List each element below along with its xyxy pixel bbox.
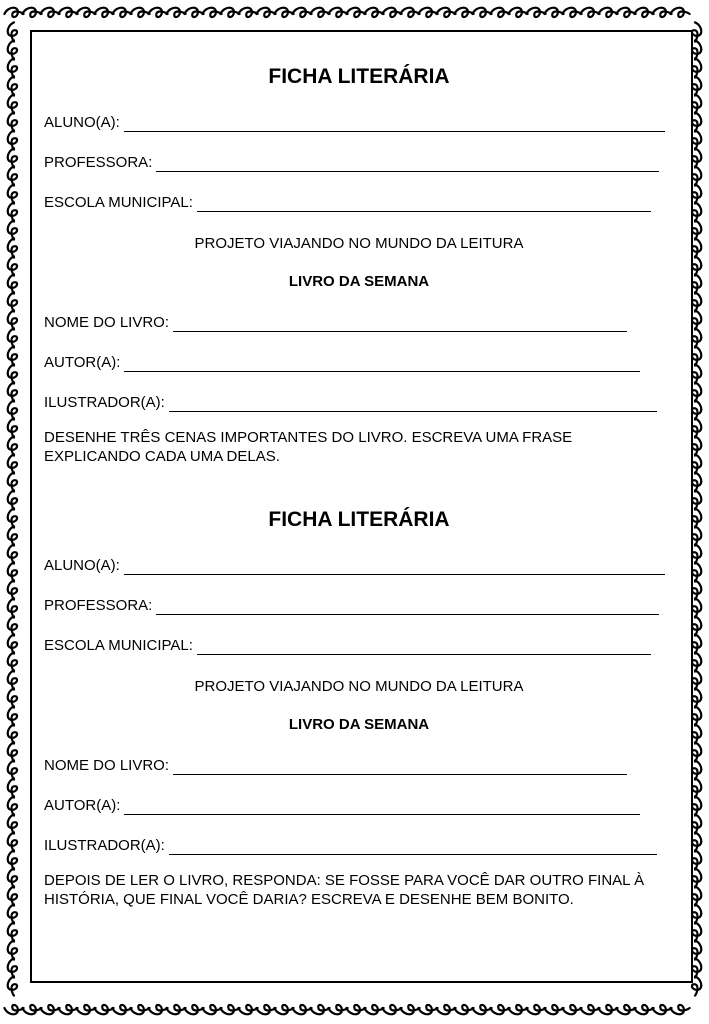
swirl-loop-vertical [8,238,17,257]
section-heading: LIVRO DA SEMANA [288,716,430,733]
swirl-loop [364,1005,383,1014]
swirl-loop [130,8,149,17]
swirl-loop-vertical [692,526,701,545]
swirl-loop-vertical [8,490,17,509]
swirl-loop-vertical [692,400,701,419]
student-blank-line[interactable] [124,559,665,575]
project-name: PROJETO VIAJANDO NO MUNDO DA LEITURA [194,235,524,252]
swirl-loop-vertical [692,94,701,113]
swirl-loop-vertical [692,292,701,311]
swirl-loop-vertical [8,22,17,41]
swirl-loop-vertical [8,796,17,815]
swirl-loop-vertical [8,274,17,293]
swirl-loop [130,1005,149,1014]
teacher-blank-line[interactable] [156,599,659,615]
section-heading: LIVRO DA SEMANA [288,273,430,290]
swirl-loop-vertical [8,616,17,635]
book-name-field [44,755,680,775]
swirl-loop-vertical [692,544,701,563]
swirl-loop-vertical [692,22,701,41]
swirl-loop [4,1005,23,1014]
swirl-loop [670,8,689,17]
swirl-loop [40,1005,59,1014]
swirl-loop [490,1005,509,1014]
swirl-loop-vertical [692,454,701,473]
swirl-loop-vertical [692,184,701,203]
swirl-loop-vertical [8,670,17,689]
teacher-label: PROFESSORA: [44,154,153,171]
swirl-loop [400,1005,419,1014]
swirl-loop [400,8,419,17]
swirl-loop [364,8,383,17]
swirl-loop-vertical [8,544,17,563]
illustrator-blank-line[interactable] [169,839,657,855]
swirl-loop [94,1005,113,1014]
swirl-loop-vertical [692,922,701,941]
swirl-loop [112,1005,131,1014]
swirl-loop-vertical [8,292,17,311]
swirl-loop [112,8,131,17]
book-name-blank-line[interactable] [173,316,627,332]
swirl-loop [184,8,203,17]
swirl-loop-vertical [8,130,17,149]
swirl-loop-vertical [8,220,17,239]
swirl-loop-vertical [692,40,701,59]
teacher-blank-line[interactable] [156,156,659,172]
school-label: ESCOLA MUNICIPAL: [44,194,193,211]
swirl-loop-vertical [8,850,17,869]
author-blank-line[interactable] [124,799,640,815]
swirl-loop [616,8,635,17]
swirl-loop-vertical [692,796,701,815]
swirl-loop [418,8,437,17]
swirl-loop-vertical [8,310,17,329]
swirl-loop [166,1005,185,1014]
swirl-loop [652,8,671,17]
swirl-loop-vertical [8,364,17,383]
swirl-loop [670,1005,689,1014]
swirl-loop-vertical [692,256,701,275]
swirl-loop-vertical [692,364,701,383]
swirl-loop-vertical [692,310,701,329]
swirl-loop-vertical [692,706,701,725]
swirl-loop-vertical [692,346,701,365]
swirl-loop-vertical [8,706,17,725]
school-field [44,635,680,655]
swirl-loop [346,8,365,17]
author-blank-line[interactable] [124,356,640,372]
book-name-label: NOME DO LIVRO: [44,314,170,331]
book-name-blank-line[interactable] [173,759,627,775]
swirl-loop [292,8,311,17]
swirl-loop-vertical [8,454,17,473]
swirl-loop [76,8,95,17]
swirl-loop [580,8,599,17]
swirl-loop-vertical [692,490,701,509]
swirl-loop [436,1005,455,1014]
swirl-loop-vertical [692,886,701,905]
swirl-loop [598,8,617,17]
swirl-loop [454,8,473,17]
author-label: AUTOR(A): [44,797,121,814]
author-label: AUTOR(A): [44,354,121,371]
swirl-loop-vertical [8,760,17,779]
swirl-loop [328,8,347,17]
swirl-loop-vertical [8,400,17,419]
swirl-loop-vertical [692,274,701,293]
swirl-loop-vertical [8,76,17,95]
student-field [44,112,680,132]
swirl-loop-vertical [692,58,701,77]
swirl-loop-vertical [692,220,701,239]
swirl-loop-vertical [8,472,17,491]
swirl-loop-vertical [692,634,701,653]
literary-form-2 [44,505,680,909]
swirl-loop-vertical [8,868,17,887]
swirl-loop-vertical [692,148,701,167]
swirl-loop-vertical [8,652,17,671]
project-name: PROJETO VIAJANDO NO MUNDO DA LEITURA [194,678,524,695]
swirl-loop-vertical [8,688,17,707]
swirl-loop-vertical [8,562,17,581]
swirl-loop-vertical [692,508,701,527]
swirl-loop-vertical [8,40,17,59]
swirl-loop [148,1005,167,1014]
student-label: ALUNO(A): [44,114,120,131]
swirl-loop [274,8,293,17]
swirl-loop-vertical [692,328,701,347]
illustrator-label: ILUSTRADOR(A): [44,394,165,411]
school-label: ESCOLA MUNICIPAL: [44,637,193,654]
swirl-loop [562,8,581,17]
swirl-loop-vertical [8,184,17,203]
swirl-loop-vertical [692,382,701,401]
swirl-loop-vertical [692,832,701,851]
swirl-loop [310,1005,329,1014]
swirl-loop-vertical [8,508,17,527]
swirl-loop-vertical [8,112,17,131]
swirl-loop [220,1005,239,1014]
swirl-loop [454,1005,473,1014]
swirl-loop [598,1005,617,1014]
swirl-loop-vertical [692,868,701,887]
swirl-loop [472,1005,491,1014]
swirl-loop-vertical [8,958,17,977]
swirl-loop [346,1005,365,1014]
swirl-loop-vertical [8,922,17,941]
swirl-loop-vertical [8,148,17,167]
swirl-loop [274,1005,293,1014]
author-field [44,795,680,815]
teacher-field [44,152,680,172]
swirl-loop-vertical [8,58,17,77]
swirl-loop-vertical [8,328,17,347]
swirl-loop-vertical [692,904,701,923]
swirl-loop [238,1005,257,1014]
swirl-loop [310,8,329,17]
swirl-loop [238,8,257,17]
swirl-loop-vertical [692,418,701,437]
school-blank-line[interactable] [197,639,651,655]
swirl-loop-vertical [692,238,701,257]
swirl-loop [436,8,455,17]
form-title: FICHA LITERÁRIA [268,65,450,88]
swirl-loop-vertical [692,724,701,743]
author-field [44,352,680,372]
swirl-loop-vertical [692,652,701,671]
swirl-loop-vertical [8,832,17,851]
swirl-loop-vertical [8,166,17,185]
swirl-loop-vertical [692,130,701,149]
swirl-loop [22,1005,41,1014]
swirl-loop-vertical [8,904,17,923]
swirl-loop [418,1005,437,1014]
swirl-loop [292,1005,311,1014]
swirl-loop [4,8,23,17]
teacher-label: PROFESSORA: [44,597,153,614]
swirl-loop [544,1005,563,1014]
illustrator-blank-line[interactable] [169,396,657,412]
swirl-loop-vertical [692,112,701,131]
swirl-loop-vertical [8,94,17,113]
swirl-loop-vertical [692,814,701,833]
swirl-loop-vertical [692,670,701,689]
swirl-loop [256,8,275,17]
swirl-loop-vertical [8,778,17,797]
swirl-loop [184,1005,203,1014]
swirl-loop-vertical [8,256,17,275]
swirl-loop-vertical [8,814,17,833]
swirl-loop [634,1005,653,1014]
swirl-loop-vertical [692,436,701,455]
swirl-loop [94,8,113,17]
swirl-loop [256,1005,275,1014]
swirl-loop-vertical [692,958,701,977]
swirl-loop-vertical [8,742,17,761]
swirl-loop-vertical [8,598,17,617]
swirl-loop [490,8,509,17]
swirl-loop-vertical [8,580,17,599]
swirl-loop-vertical [8,724,17,743]
swirl-loop-vertical [692,760,701,779]
swirl-loop-vertical [8,202,17,221]
form-title: FICHA LITERÁRIA [268,508,450,531]
swirl-loop-vertical [692,562,701,581]
book-name-label: NOME DO LIVRO: [44,757,170,774]
swirl-loop-vertical [8,634,17,653]
instruction-text: DESENHE TRÊS CENAS IMPORTANTES DO LIVRO. ESCREVA UMA FRASE EXPLICANDO CADA UMA DELAS. [44,429,573,465]
swirl-loop [328,1005,347,1014]
illustrator-label: ILUSTRADOR(A): [44,837,165,854]
swirl-loop [544,8,563,17]
swirl-loop-vertical [8,346,17,365]
swirl-loop-vertical [8,526,17,545]
swirl-loop-vertical [692,688,701,707]
teacher-field [44,595,680,615]
student-label: ALUNO(A): [44,557,120,574]
student-field [44,555,680,575]
swirl-loop [580,1005,599,1014]
illustrator-field [44,392,680,412]
swirl-loop-vertical [8,436,17,455]
student-blank-line[interactable] [124,116,665,132]
instruction-text: DEPOIS DE LER O LIVRO, RESPONDA: SE FOSSE PARA VOCÊ DAR OUTRO FINAL À HISTÓRIA, QUE FINAL VOCÊ DARIA? ESCREVA E DESENHE BEM BONITO. [44,872,645,908]
swirl-loop-vertical [8,418,17,437]
swirl-loop [202,1005,221,1014]
swirl-loop [22,8,41,17]
swirl-loop [76,1005,95,1014]
swirl-loop [382,1005,401,1014]
swirl-loop-vertical [692,580,701,599]
swirl-loop [166,8,185,17]
swirl-loop [526,1005,545,1014]
swirl-loop-vertical [692,166,701,185]
literary-form-1 [44,62,680,466]
swirl-loop-vertical [692,850,701,869]
swirl-loop [40,8,59,17]
swirl-loop [508,8,527,17]
school-field [44,192,680,212]
swirl-loop [616,1005,635,1014]
swirl-loop-vertical [692,778,701,797]
swirl-loop [58,8,77,17]
swirl-loop-vertical [692,598,701,617]
swirl-loop [382,8,401,17]
book-name-field [44,312,680,332]
swirl-loop [634,8,653,17]
swirl-loop-vertical [692,940,701,959]
swirl-loop-vertical [8,382,17,401]
illustrator-field [44,835,680,855]
swirl-loop [472,8,491,17]
swirl-loop [562,1005,581,1014]
swirl-loop [526,8,545,17]
swirl-loop [220,8,239,17]
swirl-loop-vertical [692,742,701,761]
swirl-loop-vertical [692,976,701,995]
swirl-loop-vertical [8,886,17,905]
swirl-loop [508,1005,527,1014]
swirl-loop [652,1005,671,1014]
swirl-loop-vertical [8,976,17,995]
swirl-loop-vertical [692,76,701,95]
swirl-loop-vertical [692,472,701,491]
swirl-loop-vertical [692,202,701,221]
swirl-loop-vertical [8,940,17,959]
swirl-loop [148,8,167,17]
swirl-loop [202,8,221,17]
swirl-loop-vertical [692,616,701,635]
swirl-loop [58,1005,77,1014]
school-blank-line[interactable] [197,196,651,212]
